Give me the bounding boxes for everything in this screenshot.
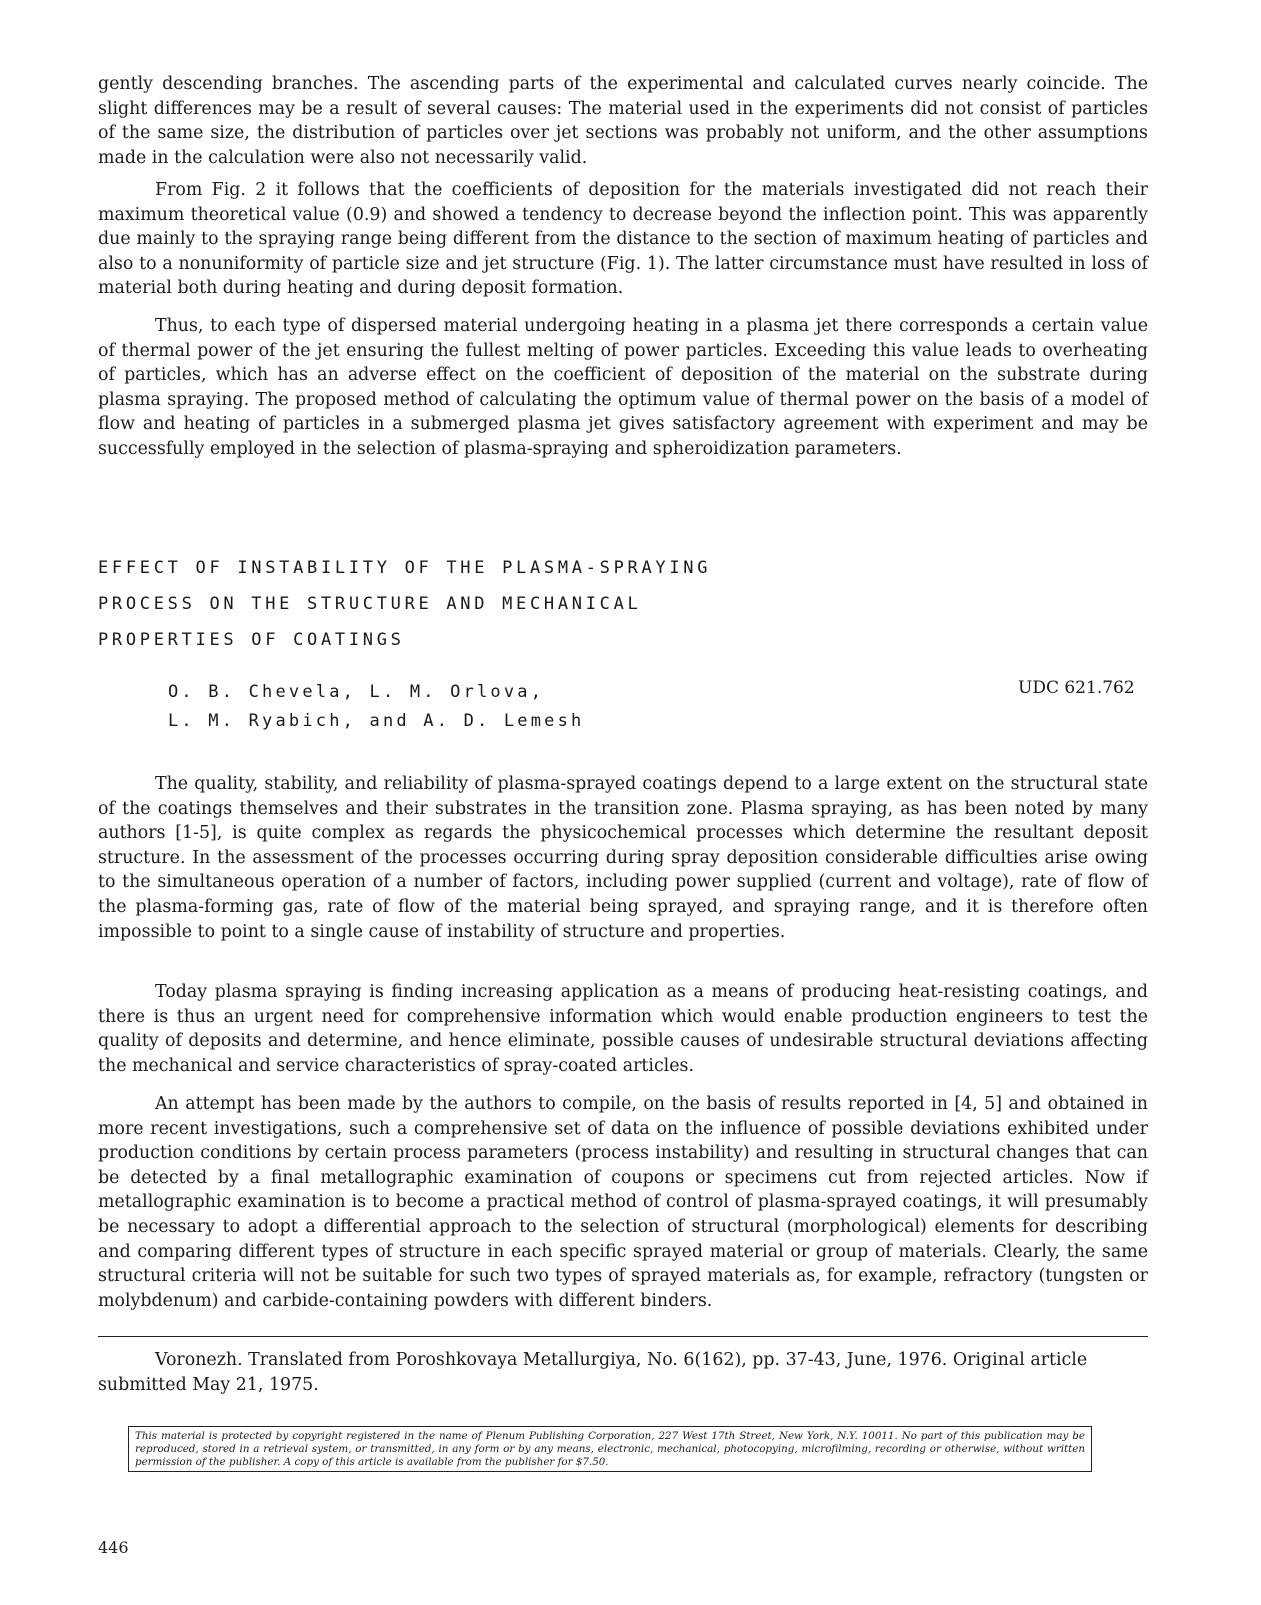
article-title-line-2: PROCESS ON THE STRUCTURE AND MECHANICAL xyxy=(98,594,642,614)
body-paragraph-continued: gently descending branches. The ascending parts of the experimental and calculated curves nearly coincide. The slight differences may be a result of several causes: The material used in the experiments did not consist of particles of the same size, the distribution of particles over jet sections was probably not uniform, and the other assumptions made in the calculation were also not necessarily valid. xyxy=(98,74,1148,168)
body-paragraph: Today plasma spraying is finding increasing application as a means of producing heat-resisting coatings, and there is thus an urgent need for comprehensive information which would enable production engineers to test the quality of deposits and determine, and hence eliminate, possible causes of undesirable structural deviations affecting the mechanical and service characteristics of spray-coated articles. xyxy=(98,982,1148,1076)
author-line-2: L. M. Ryabich, and A. D. Lemesh xyxy=(168,711,585,731)
page-number: 446 xyxy=(98,1538,129,1557)
body-paragraph: The quality, stability, and reliability of plasma-sprayed coatings depend to a large extent on the structural state of the coatings themselves and their substrates in the transition zone. Plasma spraying, as has been noted by many authors [1-5], is quite complex as regards the physicochemical processes which determine the resultant deposit structure. In the assessment of the processes occurring during spray deposition considerable difficulties arise owing to the simultaneous operation of a number of factors, including power supplied (current and voltage), rate of flow of the plasma-forming gas, rate of flow of the material being sprayed, and spraying range, and it is therefore often impossible to point to a single cause of instability of structure and properties. xyxy=(98,774,1148,942)
author-list xyxy=(168,678,584,736)
body-paragraph: Thus, to each type of dispersed material undergoing heating in a plasma jet there corresponds a certain value of thermal power of the jet ensuring the fullest melting of power particles. Exceeding this value leads to overheating of particles, which has an adverse effect on the coefficient of deposition of the material on the substrate during plasma spraying. The proposed method of calculating the optimum value of thermal power on the basis of a model of flow and heating of particles in a submerged plasma jet gives satisfactory agreement with experiment and may be successfully employed in the selection of plasma-spraying and spheroidization parameters. xyxy=(98,316,1148,459)
body-paragraph: An attempt has been made by the authors to compile, on the basis of results reported in [4, 5] and obtained in more recent investigations, such a comprehensive set of data on the influence of possible deviations exhibited under production conditions by certain process parameters (process instability) and resulting in structural changes that can be detected by a final metallographic examination of coupons or specimens cut from rejected articles. Now if metallographic examination is to become a practical method of control of plasma-sprayed coatings, it will presumably be necessary to adopt a differential approach to the selection of structural (morphological) elements for describing and comparing different types of structure in each specific sprayed material or group of materials. Clearly, the same structural criteria will not be suitable for such two types of sprayed materials as, for example, refractory (tungsten or molybdenum) and carbide-containing powders with different binders. xyxy=(98,1094,1148,1311)
body-paragraph: From Fig. 2 it follows that the coefficients of deposition for the materials investigated did not reach their maximum theoretical value (0.9) and showed a tendency to decrease beyond the inflection point. This was apparently due mainly to the spraying range being different from the distance to the section of maximum heating of particles and also to a nonuniformity of particle size and jet structure (Fig. 1). The latter circumstance must have resulted in loss of material both during heating and during deposit formation. xyxy=(98,180,1148,299)
footnote-divider xyxy=(98,1336,1148,1337)
udc-code: UDC 621.762 xyxy=(1018,678,1135,698)
source-footnote: Voronezh. Translated from Poroshkovaya Metallurgiya, No. 6(162), pp. 37-43, June, 1976. Original article submitted May 21, 1975. xyxy=(98,1350,1088,1395)
copyright-notice-box: This material is protected by copyright registered in the name of Plenum Publishing Corporation, 227 West 17th Street, New York, N.Y. 10011. No part of this publication may be reproduced, stored in a retrieval system, or transmitted, in any form or by any means, electronic, mechanical, photocopying, microfilming, recording or otherwise, without written permission of the publisher. A copy of this article is available from the publisher for $7.50. xyxy=(128,1426,1092,1472)
article-title-line-3: PROPERTIES OF COATINGS xyxy=(98,630,405,650)
article-title-line-1: EFFECT OF INSTABILITY OF THE PLASMA-SPRAYING xyxy=(98,558,712,578)
author-line-1: O. B. Chevela, L. M. Orlova, xyxy=(168,682,545,702)
